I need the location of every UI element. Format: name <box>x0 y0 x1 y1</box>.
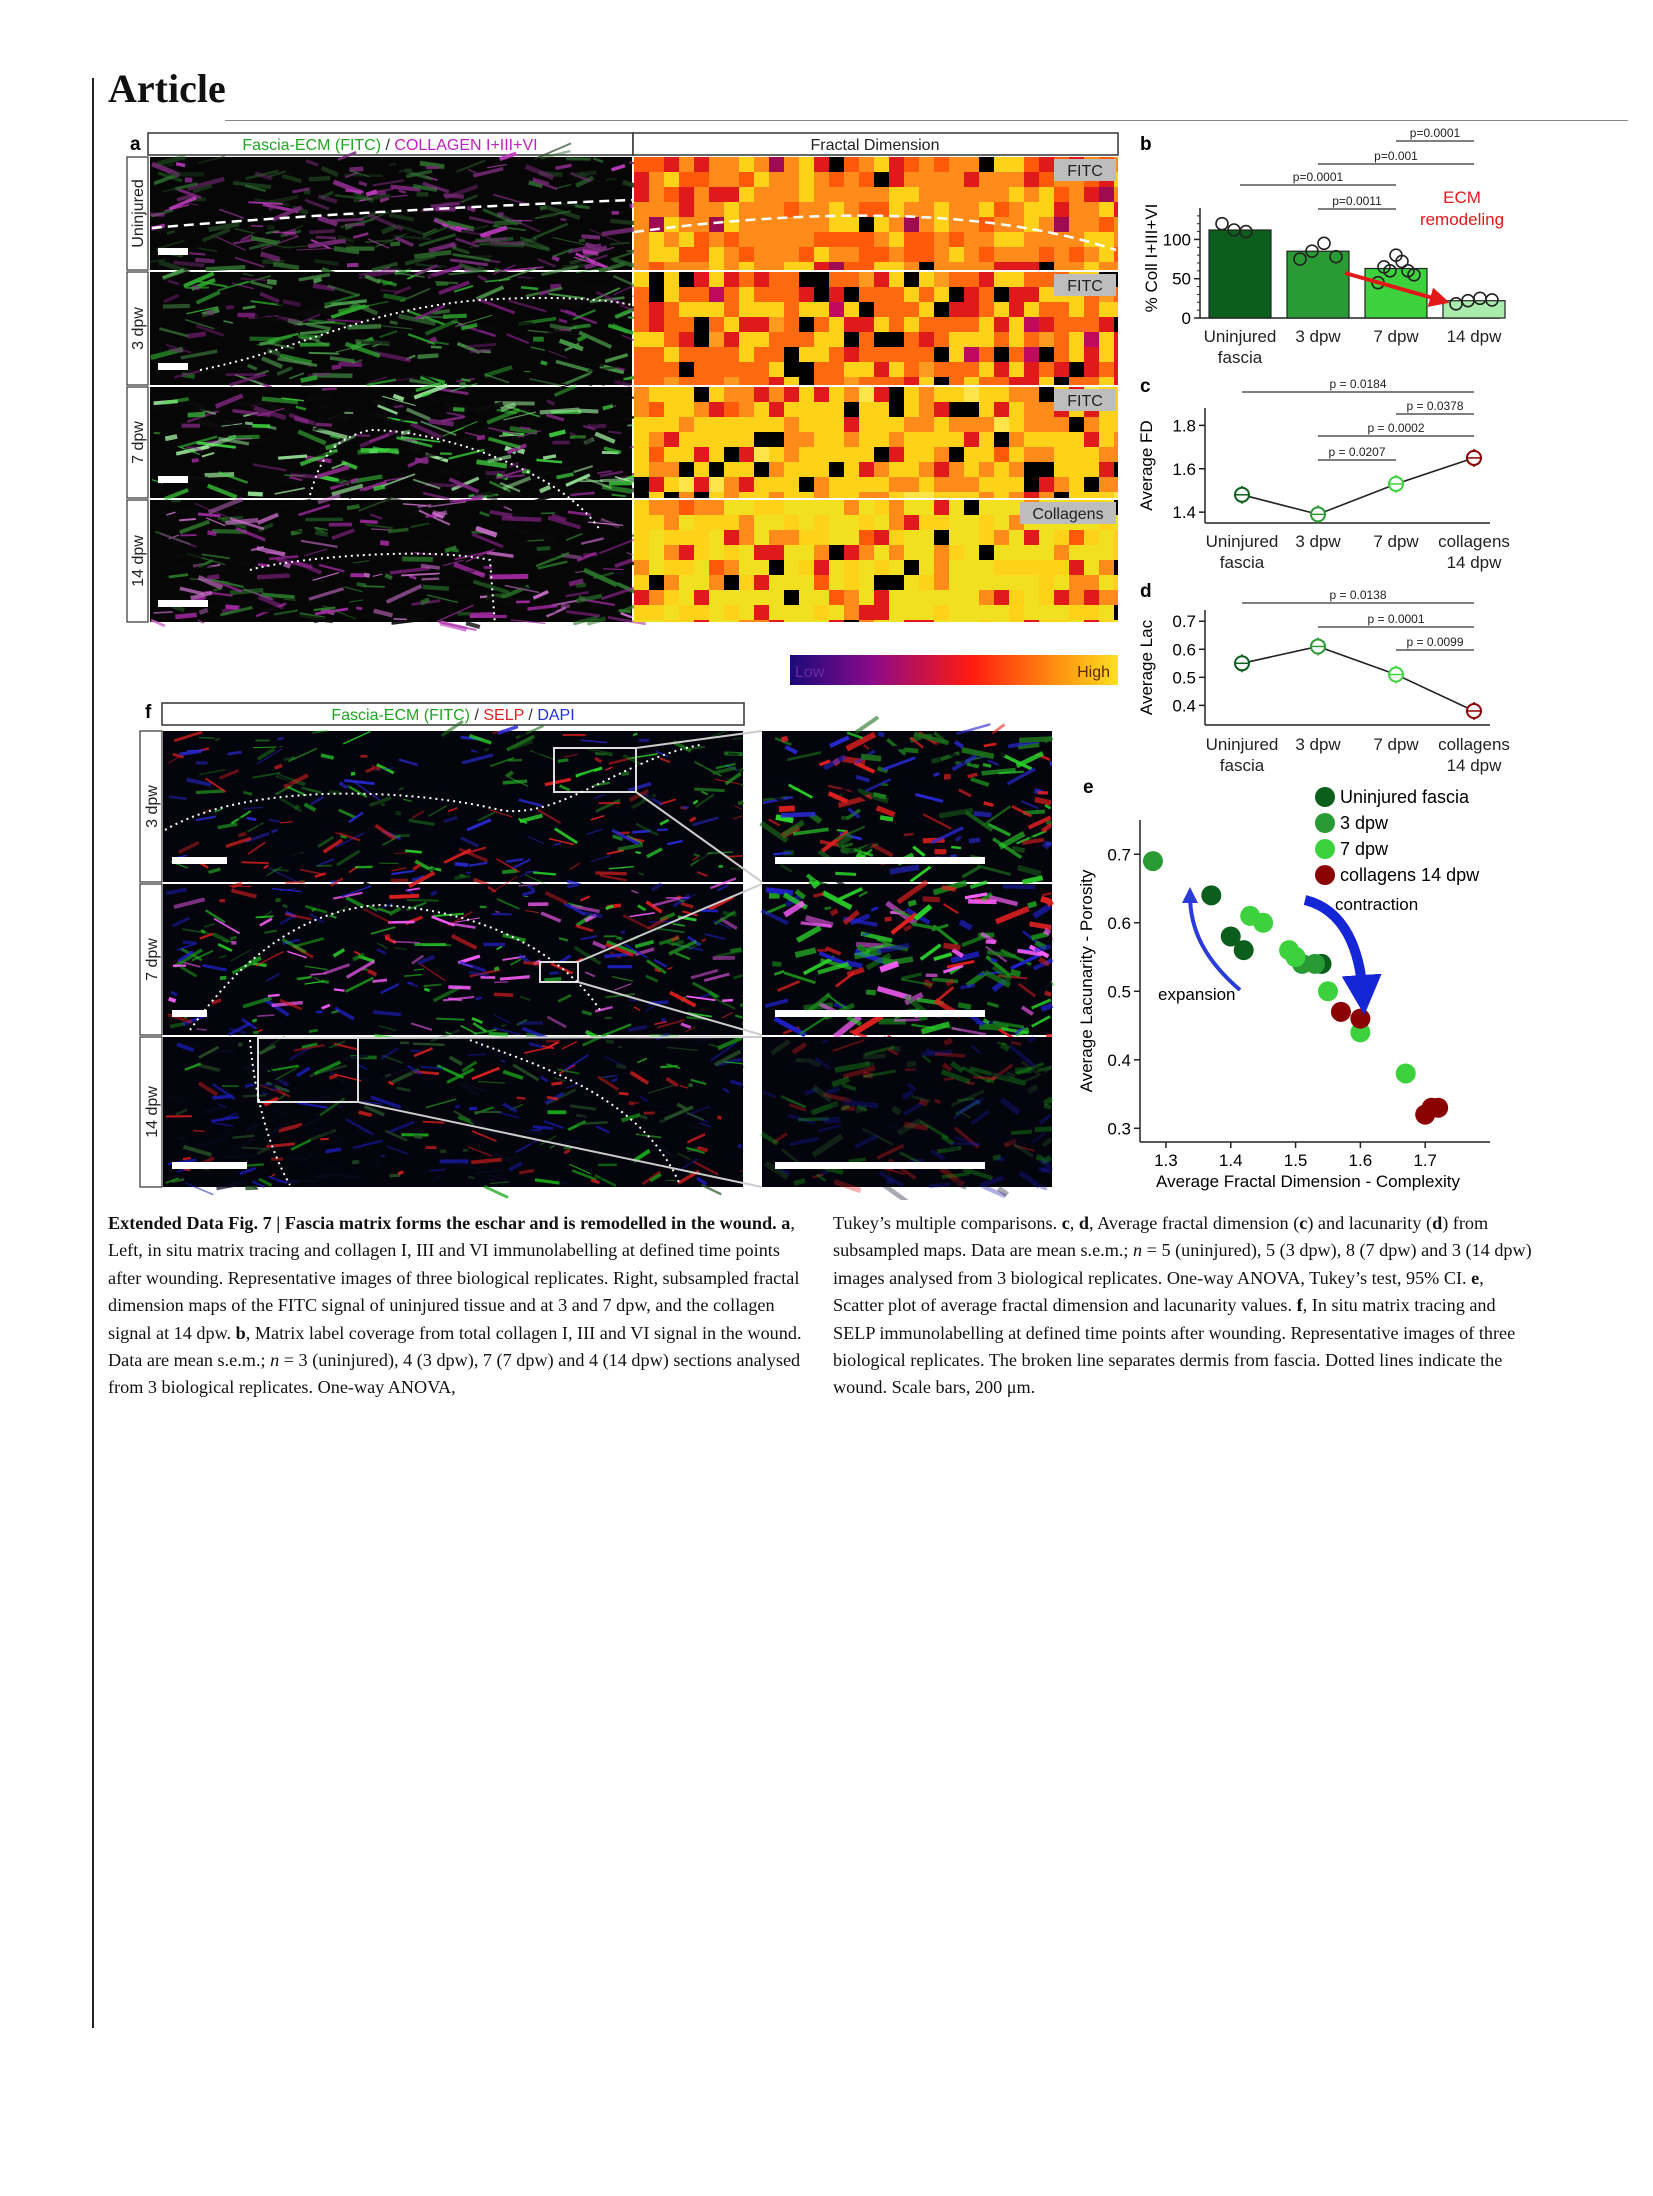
category-label: collagens 14 dpw <box>1438 735 1510 775</box>
legend-swatch <box>1315 787 1335 807</box>
panel-a-row-label: 7 dpw <box>130 421 147 464</box>
scale-bar <box>775 1010 985 1017</box>
category-label: 7 dpw <box>1373 532 1419 551</box>
scatter-point <box>1143 851 1163 871</box>
panel-b-letter: b <box>1140 134 1152 155</box>
zoom-inset-2 <box>760 1036 1053 1200</box>
panel-a <box>127 133 1118 690</box>
contraction-arrow <box>1305 900 1363 995</box>
scatter-point <box>1201 885 1221 905</box>
scale-bar <box>172 1162 247 1169</box>
category-label: collagens 14 dpw <box>1438 532 1510 572</box>
caption-right-column <box>833 1210 1533 1402</box>
y-axis-label: Average FD <box>1137 420 1156 511</box>
significance-label: p = 0.0184 <box>1329 377 1387 391</box>
scatter-point <box>1305 954 1325 974</box>
colorbar-low-label: Low <box>795 664 825 681</box>
map-tag: FITC <box>1067 163 1103 180</box>
micrograph-selp-1 <box>163 871 744 1041</box>
data-point <box>1216 218 1228 230</box>
y-axis-label: Average Lac <box>1137 619 1156 716</box>
category-label: 3 dpw <box>1295 532 1341 551</box>
legend-entry: 7 dpw <box>1340 839 1389 859</box>
panel-f-row-label: 14 dpw <box>144 1086 161 1138</box>
scatter-point <box>1350 1009 1370 1029</box>
scale-bar <box>775 857 985 864</box>
zoom-inset-1 <box>761 880 1055 1045</box>
map-tag: FITC <box>1067 278 1103 295</box>
bar <box>1209 230 1271 318</box>
x-tick-label: 1.7 <box>1413 1151 1438 1170</box>
category-label: Uninjured fascia <box>1205 532 1279 572</box>
colorbar-high-label: High <box>1077 664 1110 681</box>
y-tick-label: 0.6 <box>1107 913 1131 933</box>
significance-label: p = 0.0099 <box>1406 635 1464 649</box>
caption-segment: ) and lacunarity ( <box>1307 1213 1433 1233</box>
series-line <box>1242 458 1474 514</box>
significance-label: p = 0.0001 <box>1367 612 1425 626</box>
x-axis-label: Average Fractal Dimension - Complexity <box>1156 1172 1460 1191</box>
y-tick-label: 0.7 <box>1107 845 1131 865</box>
scale-bar <box>158 363 188 370</box>
category-label: 7 dpw <box>1373 327 1419 346</box>
y-tick-label: 0 <box>1181 309 1191 328</box>
x-tick-label: 1.6 <box>1348 1151 1373 1170</box>
y-tick-label: 0.7 <box>1172 612 1196 632</box>
scatter-point <box>1331 1002 1351 1022</box>
y-tick-label: 1.6 <box>1172 459 1196 479</box>
x-tick-label: 1.5 <box>1283 1151 1308 1170</box>
panel-a-right-title: Fractal Dimension <box>810 137 940 154</box>
panel-f-letter: f <box>145 702 152 723</box>
caption-segment: , Matrix label coverage from total collagen I, III and VI signal in the wound. Data are mean s.e.m.; <box>108 1322 802 1371</box>
x-tick-label: 1.3 <box>1154 1151 1178 1170</box>
significance-label: p=0.0001 <box>1409 126 1461 140</box>
zoom-inset-0 <box>759 716 1053 893</box>
significance-label: p=0.001 <box>1374 149 1418 163</box>
caption-segment: b <box>235 1322 246 1343</box>
panel-f-row-label: 3 dpw <box>144 785 161 828</box>
y-tick-label: 0.3 <box>1107 1119 1131 1139</box>
fractal-map-1 <box>634 272 1118 385</box>
significance-label: p = 0.0378 <box>1406 399 1464 413</box>
annotation-remodeling: remodeling <box>1419 210 1505 229</box>
fractal-map-0 <box>634 157 1118 270</box>
scale-bar <box>775 1162 985 1169</box>
panel-a-left-title: Fascia-ECM (FITC) / COLLAGEN I+III+VI <box>242 137 538 154</box>
article-header: Article <box>108 66 226 111</box>
y-tick-label: 0.5 <box>1172 668 1196 688</box>
caption-segment: Tukey’s multiple comparisons. <box>833 1213 1062 1233</box>
chart-c <box>1137 376 1510 572</box>
chart-d <box>1137 581 1510 775</box>
panel-f-title: Fascia-ECM (FITC) / SELP / DAPI <box>331 707 575 724</box>
caption-segment: , Left, in situ matrix tracing and collagen I, III and VI immunolabelling at defined time points after wounding. Representative images of three biological replicates. Right, subsampled fractal dimension maps of the FITC signal of uninjured tissue and at 3 and 7 dpw, and the collagen signal at 14 dpw. <box>108 1213 800 1343</box>
y-tick-label: 1.4 <box>1172 503 1196 523</box>
y-tick-label: 1.8 <box>1172 416 1196 436</box>
caption-segment: e <box>1471 1267 1480 1288</box>
scale-bar <box>172 1010 207 1017</box>
panel-a-letter: a <box>130 134 141 155</box>
panel-a-row-label: 3 dpw <box>130 307 147 350</box>
caption-segment: n <box>270 1350 280 1371</box>
map-tag: Collagens <box>1032 506 1104 523</box>
category-label: Uninjured fascia <box>1203 327 1277 367</box>
legend-entry: 3 dpw <box>1340 813 1389 833</box>
micrograph-collagen-1 <box>150 264 662 389</box>
legend-swatch <box>1315 839 1335 859</box>
data-point <box>1318 237 1330 249</box>
x-tick-label: 1.4 <box>1218 1151 1243 1170</box>
chart-b <box>1140 126 1505 367</box>
scale-bar <box>172 857 227 864</box>
y-axis-label: % Coll I+III+VI <box>1142 203 1161 313</box>
y-tick-label: 100 <box>1162 230 1191 250</box>
micrograph-collagen-0 <box>150 143 657 284</box>
caption-segment: a <box>781 1213 791 1233</box>
caption-segment: Extended Data Fig. 7 | Fascia matrix forms the eschar and is remodelled in the wound. <box>108 1213 782 1233</box>
significance-label: p = 0.0002 <box>1367 421 1425 435</box>
chart-e <box>1077 777 1490 1191</box>
scale-bar <box>158 248 188 255</box>
y-tick-label: 0.4 <box>1107 1050 1131 1070</box>
scatter-point <box>1253 913 1273 933</box>
caption-segment: n <box>1133 1240 1143 1261</box>
panel-a-row-label: 14 dpw <box>130 535 147 587</box>
micrograph-collagen-2 <box>150 380 662 507</box>
scale-bar <box>158 600 208 607</box>
caption-segment: , In situ matrix tracing and SELP immunolabelling at defined time points after wounding. Representative images of three biological replicates. The broken line separates dermis from fascia. Dotted lines indicate the wound. Scale bars, 200 μm. <box>833 1295 1516 1398</box>
panel-f <box>140 702 1054 1200</box>
annotation-expansion: expansion <box>1158 985 1236 1004</box>
annotation-contraction: contraction <box>1335 895 1419 914</box>
legend-swatch <box>1315 813 1335 833</box>
panel-a-row-label: Uninjured <box>130 179 147 248</box>
map-tag: FITC <box>1067 393 1103 410</box>
caption-segment: = 5 (uninjured), 5 (3 dpw), 8 (7 dpw) and 3 (14 dpw) images analysed from 3 biological replicates. One-way ANOVA, Tukey’s test, 95% CI. <box>833 1240 1532 1288</box>
panel-f-row-label: 7 dpw <box>144 938 161 981</box>
caption-segment: , Average fractal dimension ( <box>1089 1213 1300 1233</box>
legend-swatch <box>1315 865 1335 885</box>
scatter-point <box>1234 940 1254 960</box>
low-high-colorbar <box>790 655 1118 685</box>
y-tick-label: 0.4 <box>1172 696 1196 716</box>
y-tick-label: 0.5 <box>1107 982 1131 1002</box>
category-label: 3 dpw <box>1295 327 1341 346</box>
series-line <box>1242 646 1474 711</box>
caption-segment: f <box>1296 1295 1303 1316</box>
caption-segment: c <box>1061 1213 1070 1233</box>
y-axis-label: Average Lacunarity - Porosity <box>1077 869 1096 1093</box>
legend-entry: collagens 14 dpw <box>1340 865 1480 885</box>
caption-segment: c <box>1299 1213 1308 1233</box>
y-tick-label: 50 <box>1172 269 1191 289</box>
caption-segment: = 3 (uninjured), 4 (3 dpw), 7 (7 dpw) and 4 (14 dpw) sections analysed from 3 biological replicates. One-way ANOVA, <box>108 1350 801 1398</box>
scatter-point <box>1318 981 1338 1001</box>
scatter-point <box>1286 947 1306 967</box>
caption-segment: d <box>1432 1213 1443 1233</box>
scale-bar <box>158 476 188 483</box>
caption-segment: ) from subsampled maps. Data are mean s.e.m.; <box>833 1213 1489 1261</box>
legend-entry: Uninjured fascia <box>1340 787 1470 807</box>
category-label: 3 dpw <box>1295 735 1341 754</box>
panel-e-letter: e <box>1083 777 1094 798</box>
annotation-ecm: ECM <box>1443 188 1481 207</box>
category-label: Uninjured fascia <box>1205 735 1279 775</box>
caption-segment: , <box>1069 1213 1079 1233</box>
category-label: 14 dpw <box>1446 327 1502 346</box>
scatter-point <box>1396 1063 1416 1083</box>
micrograph-selp-2 <box>163 1029 744 1199</box>
significance-label: p=0.0011 <box>1332 194 1382 208</box>
caption-segment: d <box>1078 1213 1089 1233</box>
y-tick-label: 0.6 <box>1172 640 1196 660</box>
significance-label: p = 0.0138 <box>1329 588 1387 602</box>
caption-left-column <box>108 1210 808 1402</box>
caption-segment: , Scatter plot of average fractal dimension and lacunarity values. <box>833 1267 1484 1316</box>
category-label: 7 dpw <box>1373 735 1419 754</box>
scatter-point <box>1428 1098 1448 1118</box>
fractal-map-2 <box>634 387 1118 498</box>
panel-letter: d <box>1140 581 1152 602</box>
panel-letter: c <box>1140 376 1151 397</box>
significance-label: p=0.0001 <box>1292 170 1344 184</box>
micrograph-collagen-3 <box>150 491 658 632</box>
significance-label: p = 0.0207 <box>1328 445 1386 459</box>
